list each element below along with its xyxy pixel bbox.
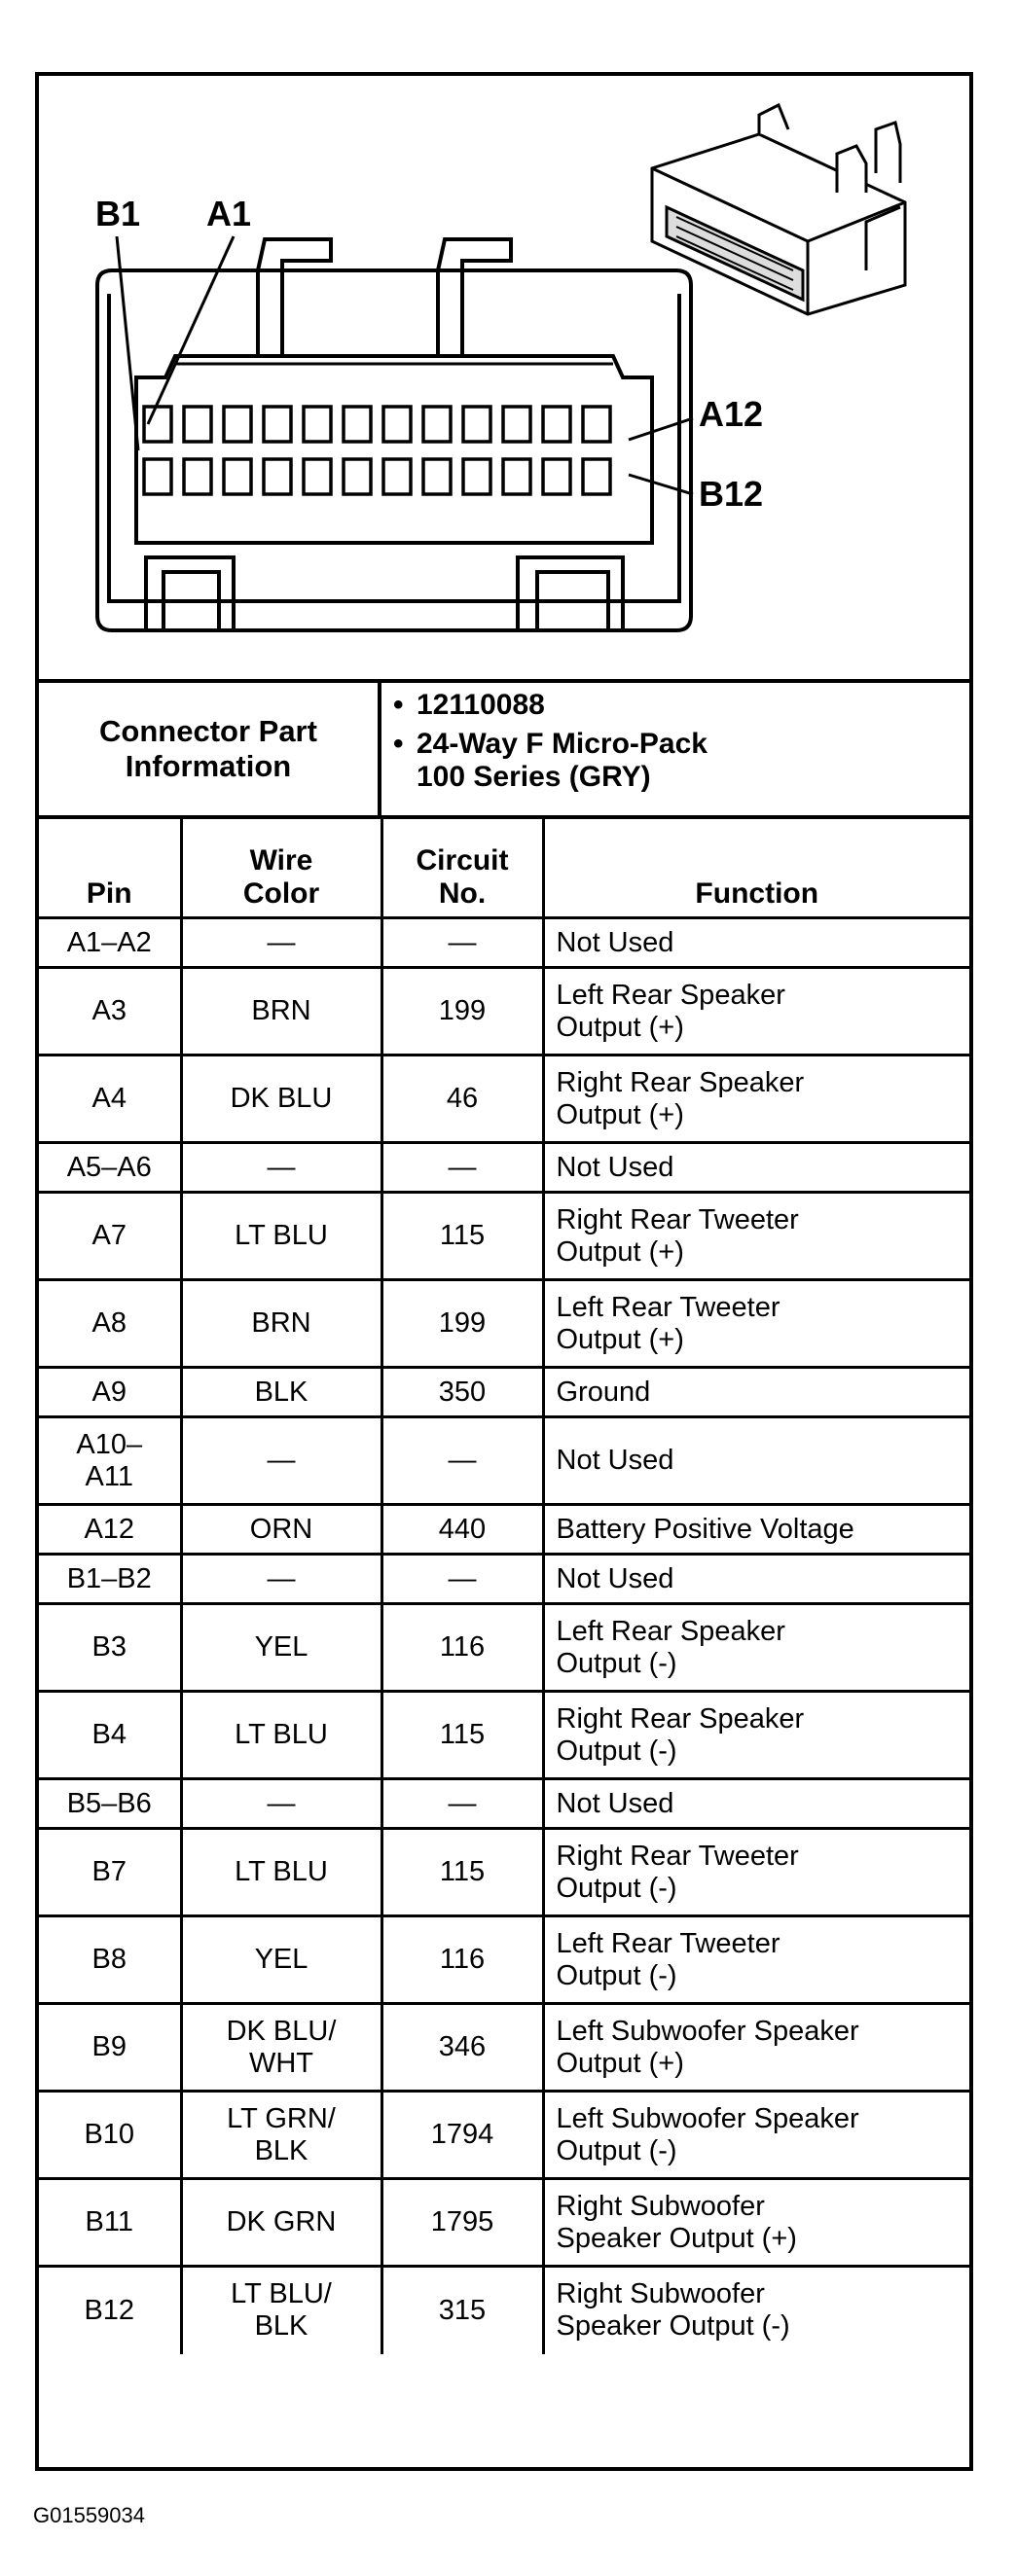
callout-b1: B1	[95, 194, 141, 233]
pin-cavity	[503, 407, 530, 442]
callout-a1: A1	[206, 194, 252, 233]
wire-color-cell-text: WHT	[248, 2047, 314, 2079]
function-cell	[543, 918, 969, 968]
function-cell	[543, 1193, 969, 1280]
wire-color-cell	[181, 2179, 381, 2267]
function-cell-text: Right Rear Speaker	[556, 1066, 805, 1098]
wire-color-cell-text: —	[267, 1787, 296, 1819]
pin-cell	[39, 1555, 181, 1604]
pin-cell-text: B5–B6	[66, 1787, 152, 1819]
function-cell	[543, 1417, 969, 1505]
pin-cell	[39, 1692, 181, 1779]
pin-cavity	[383, 459, 411, 494]
pin-cell	[39, 1417, 181, 1505]
pin-cell-text: A8	[91, 1307, 127, 1339]
circuit-cell: 199	[381, 1280, 543, 1368]
table-header-row	[39, 819, 969, 918]
pin-cell-text: A1–A2	[66, 926, 152, 958]
function-cell-text: Ground	[556, 1376, 651, 1408]
circuit-cell: 346	[381, 2004, 543, 2092]
circuit-cell: 1794	[381, 2092, 543, 2179]
wire-color-cell-text: LT GRN/	[227, 2102, 336, 2134]
pin-cell-text: A7	[91, 1220, 127, 1251]
function-cell	[543, 1555, 969, 1604]
pin-function-table	[39, 819, 969, 2354]
wire-color-cell	[181, 1916, 381, 2004]
function-cell	[543, 1280, 969, 1368]
wire-color-cell	[181, 1829, 381, 1916]
pin-cell	[39, 918, 181, 968]
function-cell-text: Right Subwoofer	[556, 2278, 765, 2310]
function-cell	[543, 2267, 969, 2354]
wire-color-cell-text: BRN	[251, 995, 311, 1026]
pin-cell	[39, 1143, 181, 1193]
wire-color-cell	[181, 2004, 381, 2092]
function-cell	[543, 1505, 969, 1555]
function-cell	[543, 1143, 969, 1193]
pin-cell-text: A3	[91, 995, 127, 1026]
pin-cell	[39, 1779, 181, 1829]
pin-cell-text: B3	[91, 1631, 127, 1663]
function-cell-text: Output (+)	[556, 1323, 684, 1355]
wire-color-cell-text: —	[267, 1562, 296, 1594]
pin-cavity	[184, 407, 211, 442]
header-circuit-no	[381, 819, 543, 918]
connector-info-title-line: Connector Part	[99, 714, 317, 748]
callout-a12: A12	[699, 394, 764, 434]
pin-cavity	[264, 459, 291, 494]
pin-cavity	[344, 459, 371, 494]
circuit-cell: 46	[381, 1055, 543, 1143]
connector-info-title	[39, 683, 381, 815]
pin-cavity	[503, 459, 530, 494]
function-cell-text: Output (-)	[556, 1735, 677, 1767]
function-cell-text: Left Subwoofer Speaker	[556, 2015, 859, 2047]
function-cell-text: Output (-)	[556, 1872, 677, 1904]
connector-diagram	[39, 76, 969, 683]
wire-color-cell-text: BLK	[254, 2310, 308, 2343]
header-pin-label: Pin	[86, 877, 132, 910]
pin-cell-text: B7	[91, 1856, 127, 1887]
function-cell-text: Not Used	[556, 1562, 674, 1594]
function-cell	[543, 2179, 969, 2267]
pin-cell	[39, 1055, 181, 1143]
table-row	[39, 968, 969, 1055]
table-row	[39, 1692, 969, 1779]
pin-cell-text: A11	[85, 1460, 133, 1492]
circuit-cell: 440	[381, 1505, 543, 1555]
pin-cell	[39, 1368, 181, 1417]
pin-cell	[39, 1280, 181, 1368]
function-cell	[543, 1916, 969, 2004]
pin-cell-text: B10	[84, 2119, 135, 2150]
connector-info-description	[393, 728, 958, 794]
pin-cell-text: B11	[85, 2206, 133, 2237]
connector-info-list	[393, 689, 958, 800]
table-row	[39, 1829, 969, 1916]
wire-color-cell-text: YEL	[254, 1631, 308, 1663]
function-cell-text: Left Rear Tweeter	[556, 1927, 780, 1959]
circuit-cell: —	[381, 1779, 543, 1829]
circuit-cell: —	[381, 918, 543, 968]
pin-cavity	[583, 459, 610, 494]
wire-color-cell	[181, 1143, 381, 1193]
wire-color-cell	[181, 2092, 381, 2179]
pin-cell	[39, 2179, 181, 2267]
function-cell-text: Output (+)	[556, 2047, 684, 2079]
function-cell-text: Left Subwoofer Speaker	[556, 2102, 859, 2134]
table-row	[39, 1916, 969, 2004]
table-row	[39, 2267, 969, 2354]
connector-info-title-line: Information	[125, 749, 292, 783]
pin-cavity	[144, 459, 171, 494]
table-row	[39, 1417, 969, 1505]
pin-cell	[39, 1193, 181, 1280]
pin-cavity	[383, 407, 411, 442]
pin-cell-text: A4	[91, 1083, 127, 1114]
header-function	[543, 819, 969, 918]
pin-cavity	[224, 459, 251, 494]
function-cell-text: Right Rear Tweeter	[556, 1203, 799, 1235]
header-wire-color-line: Wire	[249, 844, 313, 877]
wire-color-cell-text: DK GRN	[226, 2206, 337, 2237]
table-row	[39, 1779, 969, 1829]
wire-color-cell-text: LT BLU	[235, 1719, 328, 1750]
header-pin	[39, 819, 181, 918]
function-cell-text: Not Used	[556, 926, 674, 958]
pin-cavity	[583, 407, 610, 442]
wire-color-cell-text: LT BLU/	[231, 2278, 332, 2310]
wire-color-cell-text: BRN	[251, 1307, 311, 1339]
function-cell-text: Output (-)	[556, 2134, 677, 2166]
wire-color-cell-text: —	[267, 926, 296, 958]
circuit-cell: —	[381, 1417, 543, 1505]
pin-cell-text: A12	[84, 1513, 135, 1545]
wire-color-cell	[181, 968, 381, 1055]
function-cell-text: Speaker Output (+)	[556, 2222, 797, 2254]
function-cell-text: Output (-)	[556, 1647, 677, 1679]
circuit-cell: 1795	[381, 2179, 543, 2267]
function-cell-text: Right Rear Speaker	[556, 1702, 805, 1735]
pin-cell	[39, 1829, 181, 1916]
wire-color-cell-text: BLK	[254, 2134, 308, 2166]
circuit-cell: 315	[381, 2267, 543, 2354]
function-cell	[543, 1055, 969, 1143]
wire-color-cell	[181, 918, 381, 968]
wire-color-cell-text: DK BLU	[230, 1083, 333, 1114]
pin-cavity	[304, 459, 331, 494]
table-row	[39, 1280, 969, 1368]
pin-cavity	[184, 459, 211, 494]
wire-color-cell	[181, 1368, 381, 1417]
pin-cell-text: A5–A6	[66, 1151, 152, 1183]
connector-description-line: 24-Way F Micro-Pack	[417, 728, 708, 760]
wire-color-cell	[181, 1055, 381, 1143]
function-cell-text: Not Used	[556, 1445, 674, 1476]
function-cell-text: Output (-)	[556, 1959, 677, 1991]
circuit-cell: 116	[381, 1604, 543, 1692]
header-circuit-line: No.	[438, 877, 487, 910]
circuit-cell: 199	[381, 968, 543, 1055]
connector-body-outline	[97, 270, 691, 630]
function-cell-text: Speaker Output (-)	[556, 2310, 790, 2343]
wire-color-cell-text: ORN	[249, 1513, 313, 1545]
pin-cavity	[423, 459, 451, 494]
pin-cell	[39, 1505, 181, 1555]
function-cell-text: Output (+)	[556, 1235, 684, 1268]
table-row	[39, 2092, 969, 2179]
connector-info-part-number	[393, 689, 958, 722]
connector-sheet	[35, 72, 973, 2471]
table-row	[39, 1143, 969, 1193]
function-cell	[543, 1779, 969, 1829]
wire-color-cell-text: LT BLU	[235, 1220, 328, 1251]
function-cell-text: Left Rear Speaker	[556, 979, 785, 1011]
circuit-cell: —	[381, 1143, 543, 1193]
pin-cell	[39, 1916, 181, 2004]
function-cell-text: Output (+)	[556, 1011, 684, 1043]
wire-color-cell-text: LT BLU	[235, 1856, 328, 1887]
wire-color-cell	[181, 1555, 381, 1604]
wire-color-cell	[181, 1779, 381, 1829]
circuit-cell: 115	[381, 1193, 543, 1280]
header-wire-color	[181, 819, 381, 918]
image-id-label: G01559034	[33, 2503, 145, 2527]
function-cell-text: Left Rear Tweeter	[556, 1291, 780, 1323]
connector-description-line: 100 Series (GRY)	[417, 761, 651, 793]
pin-cavity-grid	[144, 407, 610, 494]
function-cell-text: Output (+)	[556, 1098, 684, 1130]
wire-color-cell-text: YEL	[254, 1944, 308, 1975]
function-cell	[543, 1604, 969, 1692]
wire-color-cell	[181, 1692, 381, 1779]
table-row	[39, 1055, 969, 1143]
function-cell-text: Right Subwoofer	[556, 2190, 765, 2222]
function-cell-text: Left Rear Speaker	[556, 1615, 785, 1647]
function-cell	[543, 2004, 969, 2092]
callout-b12: B12	[699, 474, 764, 514]
function-cell-text: Battery Positive Voltage	[556, 1513, 854, 1545]
wire-color-cell-text: BLK	[254, 1376, 308, 1408]
pin-cell-text: B8	[91, 1944, 127, 1975]
latch-tab-left	[258, 239, 331, 356]
part-number-text: 12110088	[417, 689, 545, 721]
table-row	[39, 1604, 969, 1692]
pin-cavity	[543, 407, 570, 442]
table-row	[39, 1555, 969, 1604]
latch-tab-right	[438, 239, 511, 356]
circuit-cell: —	[381, 1555, 543, 1604]
table-row	[39, 1193, 969, 1280]
pin-cell-text: A10–	[76, 1428, 143, 1460]
pin-cavity	[463, 407, 490, 442]
pin-cell-text: B4	[91, 1719, 127, 1750]
pin-cell-text: B9	[91, 2031, 127, 2062]
table-row	[39, 1368, 969, 1417]
function-cell-text: Not Used	[556, 1787, 674, 1819]
connector-inner-outline	[109, 294, 679, 601]
pin-cavity	[264, 407, 291, 442]
wire-color-cell-text: DK BLU/	[226, 2015, 337, 2047]
function-cell	[543, 1692, 969, 1779]
table-row	[39, 2179, 969, 2267]
circuit-cell: 115	[381, 1692, 543, 1779]
function-cell-text: Not Used	[556, 1151, 674, 1183]
table-row	[39, 918, 969, 968]
wire-color-cell	[181, 1505, 381, 1555]
pin-cell	[39, 2004, 181, 2092]
header-circuit-line: Circuit	[416, 844, 509, 877]
wire-color-cell	[181, 1417, 381, 1505]
pin-cavity	[463, 459, 490, 494]
wire-color-cell-text: —	[267, 1445, 296, 1476]
function-cell	[543, 2092, 969, 2179]
pin-cell-text: B12	[84, 2294, 135, 2326]
pin-cell-text: B1–B2	[66, 1562, 152, 1594]
wire-color-cell	[181, 1193, 381, 1280]
table-row	[39, 2004, 969, 2092]
pin-cell	[39, 968, 181, 1055]
table-row	[39, 1505, 969, 1555]
function-cell	[543, 968, 969, 1055]
header-wire-color-line: Color	[242, 877, 320, 910]
pin-cell	[39, 1604, 181, 1692]
connector-cavity-outline	[136, 356, 652, 543]
function-cell-text: Right Rear Tweeter	[556, 1840, 799, 1872]
connector-face-diagram	[39, 76, 969, 679]
wire-color-cell	[181, 1604, 381, 1692]
pin-cavity	[304, 407, 331, 442]
pin-cavity	[423, 407, 451, 442]
connector-part-information	[39, 683, 969, 819]
pin-cavity	[344, 407, 371, 442]
pin-table-body	[39, 918, 969, 2354]
pin-cell	[39, 2092, 181, 2179]
wire-color-cell-text: —	[267, 1151, 296, 1183]
function-cell	[543, 1829, 969, 1916]
function-cell	[543, 1368, 969, 1417]
wire-color-cell	[181, 1280, 381, 1368]
header-function-label: Function	[695, 877, 819, 910]
circuit-cell: 116	[381, 1916, 543, 2004]
circuit-cell: 350	[381, 1368, 543, 1417]
pin-cavity	[543, 459, 570, 494]
pin-cell-text: A9	[91, 1376, 127, 1408]
pin-cavity	[224, 407, 251, 442]
pin-cell	[39, 2267, 181, 2354]
circuit-cell: 115	[381, 1829, 543, 1916]
wire-color-cell	[181, 2267, 381, 2354]
